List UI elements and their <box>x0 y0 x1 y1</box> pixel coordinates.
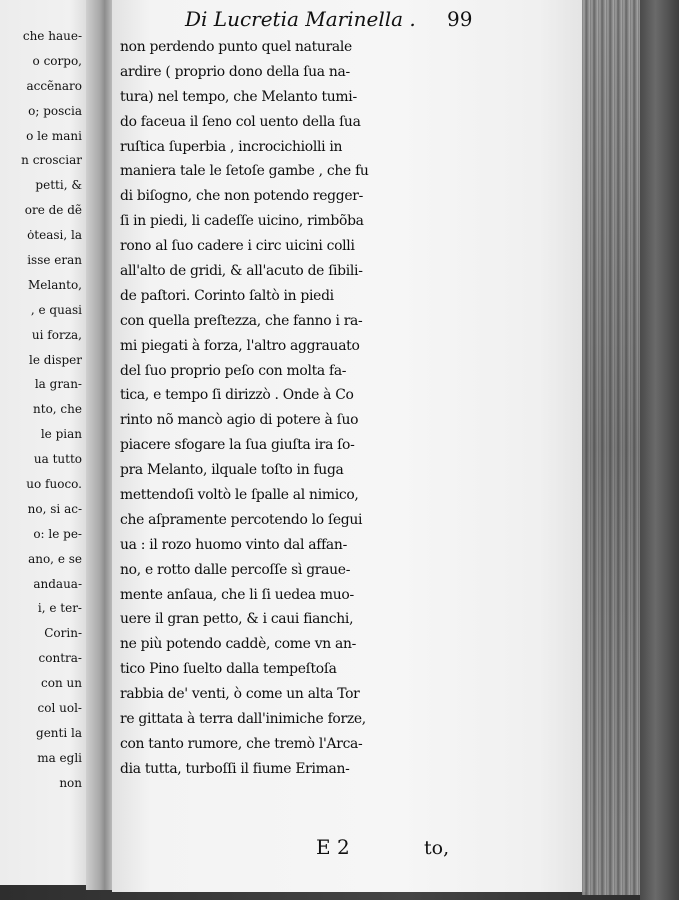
left-page-line: le disper <box>29 352 82 367</box>
text-line: maniera tale le ſetoſe gambe , che fu <box>120 163 369 180</box>
text-line: uere il gran petto, & i caui fianchi, <box>120 611 354 628</box>
text-line: re gittata à terra dall'inimiche forze, <box>120 711 366 728</box>
text-line: ſi in piedi, li cadeſſe uicino, rimbõba <box>120 213 364 230</box>
text-line: ua : il rozo huomo vinto dal affan- <box>120 536 347 553</box>
left-page-line: o; poscia <box>28 103 82 118</box>
text-line: tico Pino ſuelto dalla tempeſtoſa <box>120 661 337 678</box>
left-page-line: o: le pe- <box>33 526 82 541</box>
left-page-line: non <box>59 775 82 790</box>
text-line: di biſogno, che non potendo regger- <box>120 188 364 205</box>
left-page-line: andaua- <box>33 576 82 591</box>
text-line: piacere sfogare la ſua giuſta ira ſo- <box>120 437 355 454</box>
left-page-line: Melanto, <box>28 277 82 292</box>
text-line: no, e rotto dalle percoſſe sì graue- <box>120 561 351 578</box>
text-line: rinto nõ mancò agio di potere à ſuo <box>120 412 359 429</box>
text-line: che aſpramente percotendo lo ſegui <box>120 511 363 528</box>
left-page-line: isse eran <box>27 253 82 268</box>
text-line: ne più potendo caddè, come vn an- <box>120 636 357 653</box>
left-page-text <box>0 24 100 796</box>
left-page-line: o le mani <box>26 128 82 143</box>
running-header <box>185 4 515 34</box>
page-number: 99 <box>447 7 473 31</box>
text-line: de paſtori. Corinto ſaltò in piedi <box>120 287 334 304</box>
left-page-line: le pian <box>40 427 82 442</box>
left-page-line: petti, & <box>35 178 82 193</box>
text-line: rono al ſuo cadere i circ uicini colli <box>120 238 355 255</box>
text-line: tura) nel tempo, che Melanto tumi- <box>120 88 357 105</box>
left-page-line: ma egli <box>37 750 82 765</box>
left-page-line: o corpo, <box>32 53 82 68</box>
left-page-line: genti la <box>36 725 82 740</box>
text-line: rabbia de' venti, ò come un alta Tor <box>120 686 360 703</box>
text-line: mettendoſi voltò le ſpalle al nimico, <box>120 487 359 504</box>
text-line: tica, e tempo ſi dirizzò . Onde à Co <box>120 387 354 404</box>
left-page-line: contra- <box>38 651 82 666</box>
left-page-line: uo fuoco. <box>26 477 82 492</box>
left-page-line: la gran- <box>34 377 82 392</box>
left-page-line: con un <box>41 676 82 691</box>
text-line: del ſuo proprio peſo con molta fa- <box>120 362 347 379</box>
text-line: con quella preſtezza, che fanno i ra- <box>120 312 363 329</box>
left-page-line: , e quasi <box>30 302 82 317</box>
text-line: mi piegati à forza, l'altro aggrauato <box>120 337 360 354</box>
signature-mark: E 2 <box>316 835 350 859</box>
left-page-line: ȯteasi, la <box>27 228 82 243</box>
page-edges-shadow <box>582 0 642 895</box>
left-page-line: i, e ter- <box>37 601 82 616</box>
left-page-line: no, si ac- <box>27 501 82 516</box>
text-line: pra Melanto, ilquale toſto in fuga <box>120 462 344 479</box>
body-text <box>120 35 520 782</box>
running-title: Di Lucretia Marinella . <box>185 7 416 31</box>
left-page <box>0 0 100 885</box>
left-page-line: col uol- <box>37 701 82 716</box>
text-line: ruſtica ſuperbia , incrocichiolli in <box>120 138 343 155</box>
left-page-line: che haue- <box>22 29 82 43</box>
left-page-line: n crosciar <box>21 153 82 168</box>
left-page-line: ua tutto <box>33 452 82 467</box>
text-line: all'alto de gridi, & all'acuto de ſibili- <box>120 263 363 280</box>
left-page-line: Corin- <box>44 626 82 641</box>
text-line: con tanto rumore, che tremò l'Arca- <box>120 735 363 752</box>
left-page-line: nto, che <box>33 402 82 417</box>
text-line: dia tutta, turboſſi il fiume Eriman- <box>120 760 350 777</box>
text-line: do faceua il ſeno col uento della ſua <box>120 113 361 130</box>
text-line: ardire ( proprio dono della ſua na- <box>120 63 350 80</box>
left-page-line: accẽnaro <box>26 78 82 93</box>
text-line: non perdendo punto quel naturale <box>120 39 352 55</box>
catchword: to, <box>424 837 450 859</box>
text-line: mente anſaua, che li ſi uedea muo- <box>120 586 354 603</box>
left-page-line: ui forza, <box>31 327 82 342</box>
left-page-line: ano, e se <box>28 551 82 566</box>
book-cover <box>640 0 679 900</box>
left-page-line: ore de dẽ <box>24 203 82 218</box>
